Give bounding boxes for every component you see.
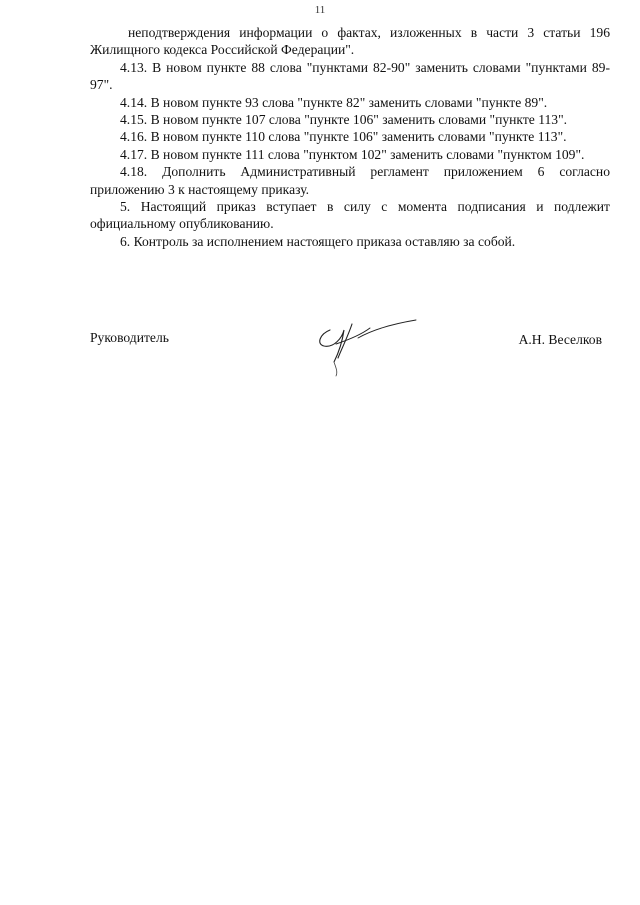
paragraph-4-17: 4.17. В новом пункте 111 слова "пунктом 102" заменить словами "пунктом 109". xyxy=(120,146,585,162)
page-number: 11 xyxy=(314,4,326,16)
paragraph-5: 5. Настоящий приказ вступает в силу с момента подписания и подлежит официальному опубликованию. xyxy=(90,199,610,232)
paragraph-4-18: 4.18. Дополнить Административный регламент приложением 6 согласно приложению 3 к настоящему приказу. xyxy=(90,164,610,197)
signer-name: А.Н. Веселков xyxy=(518,332,602,347)
signature-block xyxy=(90,330,610,410)
paragraph-4-14: 4.14. В новом пункте 93 слова "пункте 82" заменить словами "пункте 89". xyxy=(120,94,548,110)
paragraph-4-16: 4.16. В новом пункте 110 слова "пункте 106" заменить словами "пункте 113". xyxy=(120,129,567,145)
paragraph-continuation: неподтверждения информации о фактах, изложенных в части 3 статьи 196 Жилищного кодекса Российской Федерации". xyxy=(90,25,610,58)
handwritten-signature xyxy=(312,310,422,380)
paragraph-6: 6. Контроль за исполнением настоящего приказа оставляю за собой. xyxy=(120,233,516,249)
paragraph-4-13: 4.13. В новом пункте 88 слова "пунктами 82-90" заменить словами "пунктами 89-97". xyxy=(90,59,610,93)
paragraph-4-15: 4.15. В новом пункте 107 слова "пункте 106" заменить словами "пункте 113". xyxy=(120,112,568,128)
position-label: Руководитель xyxy=(90,330,169,345)
document-body xyxy=(90,24,610,250)
